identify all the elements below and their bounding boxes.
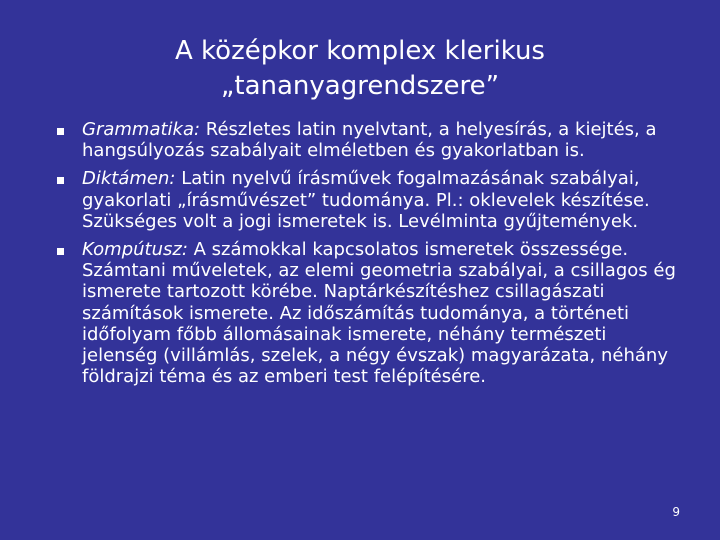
bullet-term: Diktámen: (82, 168, 176, 190)
square-bullet-icon (57, 128, 64, 135)
bullet-term: Kompútusz: (82, 239, 188, 261)
bullet-item-diktamen (57, 168, 677, 232)
bullet-text (82, 239, 677, 387)
slide-title-line-1: A középkor komplex klerikus (175, 36, 545, 66)
slide-title (60, 34, 660, 104)
bullet-item-komputusz (57, 239, 677, 387)
bullet-description: Latin nyelvű írásművek fogalmazásának szabályai, gyakorlati „írásművészet” tudománya. Pl.: oklevelek készítése. Szükséges volt a jogi ismeretek is. Levélminta gyűjtemények. (82, 168, 650, 232)
slide-title-line-2: „tananyagrendszere” (220, 71, 500, 101)
square-bullet-icon (57, 177, 64, 184)
square-bullet-icon (57, 248, 64, 255)
bullet-description: A számokkal kapcsolatos ismeretek összessége. Számtani műveletek, az elemi geometria szabályai, a csillagos ég ismerete tartozott körébe. Naptárkészítéshez csillagászati számítások ismerete. Az időszámítás tudománya, a történeti időfolyam főbb állomásainak ismerete, néhány természeti jelenség (villámlás, szelek, a négy évszak) magyarázata, néhány földrajzi téma és az emberi test felépítésére. (82, 239, 676, 388)
bullet-list (57, 119, 677, 387)
bullet-text (82, 168, 677, 232)
page-number: 9 (672, 505, 680, 519)
bullet-description: Részletes latin nyelvtant, a helyesírás, a kiejtés, a hangsúlyozás szabályait elméletben és gyakorlatban is. (82, 119, 657, 162)
bullet-term: Grammatika: (82, 119, 201, 140)
bullet-text (82, 119, 677, 161)
bullet-item-grammatika (57, 119, 677, 161)
